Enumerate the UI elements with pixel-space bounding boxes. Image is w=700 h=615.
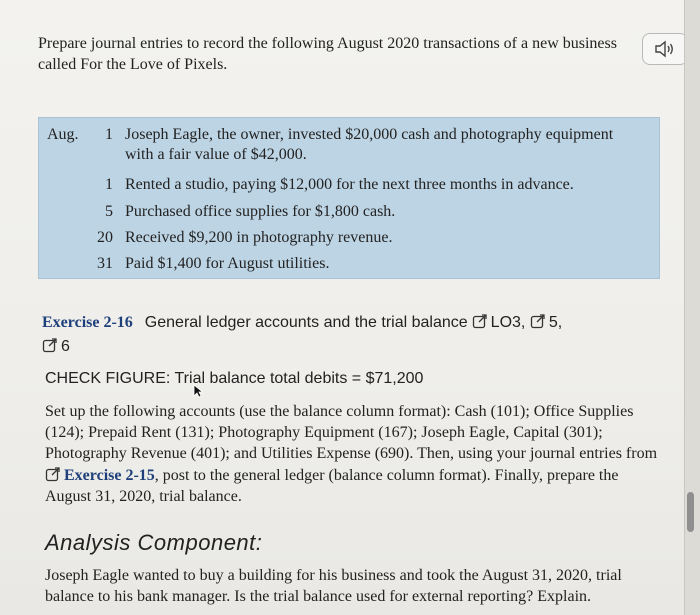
transaction-day: 20 bbox=[97, 229, 113, 246]
learning-objective-link[interactable]: 6 bbox=[42, 338, 70, 355]
link-reference-icon bbox=[530, 313, 546, 329]
exercise-heading bbox=[42, 311, 662, 359]
learning-objective-link[interactable]: LO3, bbox=[472, 314, 530, 331]
link-reference-icon bbox=[45, 466, 61, 482]
month-label: Aug. bbox=[47, 126, 79, 143]
speaker-icon bbox=[654, 40, 676, 58]
transactions-table bbox=[38, 117, 660, 279]
read-aloud-button[interactable] bbox=[642, 33, 688, 65]
cut-off-header-text bbox=[40, 0, 470, 7]
transaction-day: 5 bbox=[105, 203, 113, 220]
check-figure: CHECK FIGURE: Trial balance total debits = $71,200 bbox=[45, 370, 424, 387]
analysis-question: Joseph Eagle wanted to buy a building for his business and took the August 31, 2020, trial balance to his bank manager. Is the trial balance used for external reporting? Explain. bbox=[45, 567, 622, 606]
transaction-day: 1 bbox=[105, 126, 113, 143]
setup-instructions: Set up the following accounts (use the balance column format): Cash (101); Office Supplies (124); Prepaid Rent (131); Photography Equipment (167); Joseph Eagle, Capital (301); Photography Revenue (401); and Utilities Expense (690). Then, using your journal entries from Exercise 2-15, post to the general ledger (balance column format). Finally, prepare the August 31, 2020, trial balance. bbox=[45, 403, 658, 505]
link-reference-icon bbox=[42, 337, 58, 353]
transaction-day: 1 bbox=[105, 176, 113, 193]
transaction-text: Rented a studio, paying $12,000 for the next three months in advance. bbox=[125, 176, 574, 193]
transaction-day: 31 bbox=[97, 255, 113, 272]
transaction-text: Joseph Eagle, the owner, invested $20,000 cash and photography equipment with a fair value of $42,000. bbox=[125, 126, 614, 163]
exercise-2-15-link[interactable]: Exercise 2-15 bbox=[64, 466, 155, 484]
link-reference-icon bbox=[472, 313, 488, 329]
exercise-title: General ledger accounts and the trial balance bbox=[144, 314, 468, 331]
exercise-number: Exercise 2-16 bbox=[42, 314, 133, 331]
scrollbar-thumb[interactable] bbox=[687, 492, 694, 532]
learning-objective-link[interactable]: 5, bbox=[530, 314, 562, 331]
analysis-heading: Analysis Component: bbox=[45, 530, 263, 555]
transaction-text: Purchased office supplies for $1,800 cash. bbox=[125, 203, 396, 220]
exercise-instructions: Prepare journal entries to record the following August 2020 transactions of a new business called For the Love of Pixels. bbox=[38, 35, 617, 73]
transaction-text: Paid $1,400 for August utilities. bbox=[125, 255, 330, 272]
transaction-text: Received $9,200 in photography revenue. bbox=[125, 229, 393, 246]
mouse-cursor-icon bbox=[193, 384, 203, 398]
